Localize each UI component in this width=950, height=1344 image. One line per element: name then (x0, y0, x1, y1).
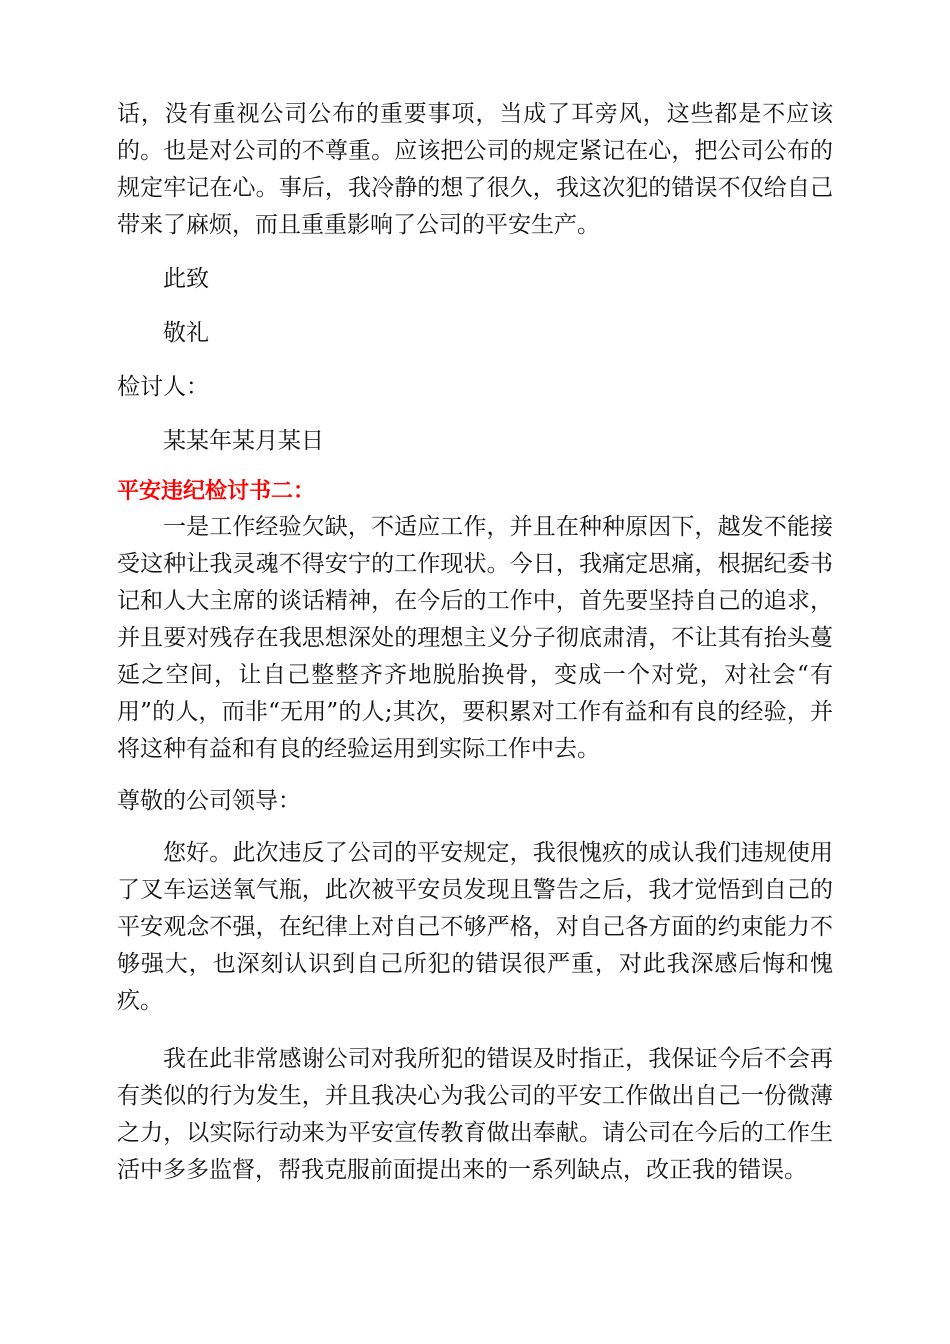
continuation-paragraph: 话，没有重视公司公布的重要事项，当成了耳旁风，这些都是不应该的。也是对公司的不尊重。应该把公司的规定紧记在心，把公司公布的规定牢记在心。事后，我冷静的想了很久，我这次犯的错误不仅给自己带来了麻烦，而且重重影响了公司的平安生产。 (117, 101, 833, 238)
document-page (117, 96, 833, 1189)
closing-phrase: 此致 (163, 266, 209, 292)
closing-regards: 敬礼 (163, 320, 209, 346)
signature-label: 检讨人： (117, 374, 209, 400)
section-paragraph-3: 我在此非常感谢公司对我所犯的错误及时指正，我保证今后不会再有类似的行为发生，并且我决心为我公司的平安工作做出自己一份微薄之力，以实际行动来为平安宣传教育做出奉献。请公司在今后的工作生活中多多监督，帮我克服前面提出来的一系列缺点，改正我的错误。 (117, 1046, 833, 1183)
section-heading: 平安违纪检讨书二： (117, 479, 316, 504)
section-paragraph-1: 一是工作经验欠缺，不适应工作，并且在种种原因下，越发不能接受这种让我灵魂不得安宁的工作现状。今日，我痛定思痛，根据纪委书记和人大主席的谈话精神，在今后的工作中，首先要坚持自己的追求，并且要对残存在我思想深处的理想主义分子彻底肃清，不让其有抬头蔓延之空间，让自己整整齐齐地脱胎换骨，变成一个对党，对社会“有用”的人，而非“无用”的人;其次，要积累对工作有益和有良的经验，并将这种有益和有良的经验运用到实际工作中去。 (117, 514, 833, 762)
section-paragraph-2: 您好。此次违反了公司的平安规定，我很愧疚的成认我们违规使用了叉车运送氧气瓶，此次被平安员发现且警告之后，我才觉悟到自己的平安观念不强，在纪律上对自己不够严格，对自己各方面的约束能力不够强大，也深刻认识到自己所犯的错误很严重，对此我深感后悔和愧疚。 (117, 840, 833, 1014)
date-line: 某某年某月某日 (163, 428, 324, 454)
salutation: 尊敬的公司领导： (117, 788, 301, 814)
